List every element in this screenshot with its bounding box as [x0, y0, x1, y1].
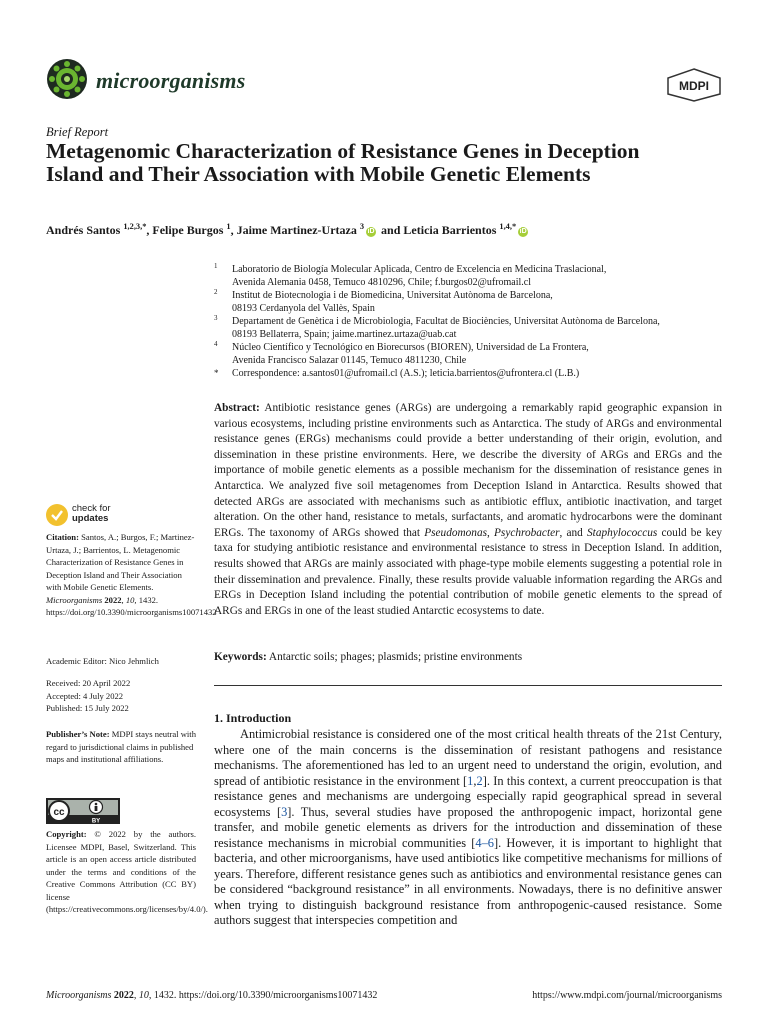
- italic-text: 10: [125, 594, 135, 605]
- footer-journal-url[interactable]: https://www.mdpi.com/journal/microorganisms: [532, 990, 722, 1001]
- text-run: Santos, A.; Burgos, F.; Martinez-Urtaza, J.; Barrientos, L. Metagenomic Characterization of Resistance Genes in Deception Island and Their Association with Mobile Genetic Elements.: [46, 532, 195, 592]
- affiliation-number: 4: [214, 340, 218, 348]
- article-title: Metagenomic Characterization of Resistance Genes in Deception Island and Their Association with Mobile Genetic Elements: [46, 139, 640, 186]
- author-conjunction: and: [381, 223, 401, 237]
- text-run: Antibiotic resistance genes (ARGs) are undergoing a remarkably rapid geographic expansion in various ecosystems, including pristine environments such as Antarctica. The study of ARGs and environmental resistance genes (ERGs) mechanisms could provide a better understanding of their origin, evolution, and dissemination in these pristine environments. Here, we describe the diversity of ARGs and ERGs and the importance of mobile genetic elements as a possible mechanism for the dissemination of resistance genes in Antarctica. We analyzed five soil metagenomes from Deception Island in Antarctica. Results showed that detected ARGs are associated with mechanisms such as antibiotic efflux, antibiotic inactivation, and target alteration. On the other hand, resistance to metals, surfactants, and aromatic hydrocarbons were the dominant ERGs. The taxonomy of ARGs showed that: [214, 402, 722, 539]
- citation-label: Citation:: [46, 532, 79, 542]
- affiliation-line: Institut de Biotecnologia i de Biomedicina, Universitat Autònoma de Barcelona,: [232, 290, 553, 301]
- section-heading: 1. Introduction: [214, 711, 292, 725]
- text-run: , and: [559, 526, 588, 539]
- author-separator: ,: [146, 223, 150, 237]
- affiliation-line: 08193 Bellaterra, Spain; jaime.martinez.urtaza@uab.cat: [232, 329, 457, 340]
- journal-name: microorganisms: [96, 68, 246, 93]
- footer-volume: 10: [138, 990, 149, 1001]
- correspondence: [214, 367, 734, 380]
- reference-link[interactable]: 2: [476, 773, 483, 788]
- publication-dates: [46, 677, 196, 715]
- academic-editor: Academic Editor: Nico Jehmlich: [46, 656, 159, 666]
- correspondence-line[interactable]: Correspondence: a.santos01@ufromail.cl (A.S.); leticia.barrientos@ufrontera.cl (L.B.): [232, 368, 580, 379]
- italic-text: Microorganisms: [46, 594, 103, 605]
- affiliation-line: Laboratorio de Biología Molecular Aplicada, Centro de Excelencia en Medicina Traslacional,: [232, 264, 607, 275]
- date-published: Published: 15 July 2022: [46, 703, 129, 713]
- author-list: [46, 222, 530, 238]
- author-affil-ref: 1,2,3,*: [123, 222, 147, 231]
- footer-year: 2022: [113, 990, 134, 1001]
- author-affil-ref: 1,4,*: [499, 222, 517, 231]
- reference-link[interactable]: 1: [467, 773, 474, 788]
- text-run: , 1432. https://doi.org/10.3390/microorganisms10071432: [46, 594, 217, 617]
- text-run: ]. In this context, a current preoccupation is that resistance genes and mechanisms are undergoing especially rapid geographical spread in several ecosystems [: [214, 773, 722, 819]
- text-run: ,: [487, 526, 495, 539]
- text-run: could be key taxa for studying antibiotic resistance and environmental resistance to stress in Deception Island. In addition, results showed that ARGs are mainly associated with phage-type mobile elements suggesting a potential role in their dissemination and prevalence. Finally, these results provide valuable information regarding the ARGs and ERGs in Deception Island including the potential contribution of mobile genetic elements to the spread of ARGs and ERGs in one of the least studied Antarctic ecosystems to date.: [214, 526, 722, 617]
- affiliation-line: Núcleo Científico y Tecnológico en Biorecursos (BIOREN), Universidad de La Frontera,: [232, 342, 589, 353]
- affiliation-number: 1: [214, 262, 218, 270]
- introduction-body: [214, 727, 722, 929]
- affiliation-line: Departament de Genètica i de Microbiologia, Facultat de Biociències, Universitat Autònoma de Barcelona,: [232, 316, 660, 327]
- affiliation-line: Avenida Francisco Salazar 01145, Temuco 4811230, Chile: [232, 355, 467, 366]
- abstract-label: Abstract:: [214, 402, 260, 414]
- paragraph: [214, 727, 722, 929]
- affiliation-item: [214, 341, 734, 367]
- mdpi-logo-text: MDPI: [679, 79, 709, 93]
- orcid-icon[interactable]: iD: [519, 228, 527, 235]
- author-name[interactable]: Andrés Santos: [46, 223, 121, 237]
- text-run: ]. Thus, several studies have proposed the anthropogenic impact, horizontal gene transfer, and mobile genetic elements as drivers for the introduction and dissemination of these resistance mechanisms in microbial communities [: [214, 804, 722, 850]
- keywords-text: Antarctic soils; phages; plasmids; pristine environments: [266, 651, 523, 663]
- text-run: Antimicrobial resistance is considered one of the most critical health threats of the 21st Century, where one of the main concerns is the dissemination of resistant pathogens and resistance mechanisms. The aforementioned has led to an urgent need to understand the origin, evolution, and spread of antibiotic resistance in the environment [: [214, 727, 722, 788]
- reference-link[interactable]: 4–6: [475, 835, 494, 850]
- check-updates-label: [72, 504, 111, 524]
- affiliations: [214, 263, 734, 380]
- abstract-text: [214, 402, 722, 617]
- affiliation-item: [214, 289, 734, 315]
- publisher-note-label: Publisher’s Note:: [46, 729, 110, 739]
- affiliation-number: 3: [214, 314, 218, 322]
- footer-doi[interactable]: , 1432. https://doi.org/10.3390/microorganisms10071432: [148, 990, 378, 1001]
- article-type: Brief Report: [46, 125, 109, 139]
- divider: [214, 685, 722, 686]
- keywords: [214, 651, 722, 663]
- check-for-updates-button[interactable]: [46, 504, 156, 528]
- footer-citation: Microorganisms 2022, 10, 1432. https://doi.org/10.3390/microorganisms10071432: [46, 990, 378, 1001]
- keywords-label: Keywords:: [214, 651, 267, 663]
- date-accepted: Accepted: 4 July 2022: [46, 690, 124, 701]
- svg-text:cc: cc: [53, 807, 65, 818]
- check-updates-line: check for: [72, 503, 111, 514]
- author-affil-ref: 1: [226, 222, 231, 231]
- publisher-note: [46, 728, 196, 766]
- text-run: ,: [473, 773, 477, 788]
- text-run: ]. However, it is important to highlight that bacteria, and other microorganisms, have used antibiotics like competitive mechanisms for millions of years. Therefore, different resistance genes such as antibiotics and environmental resistance genes can be considered “background resistance” in all environments. Nowadays, there is no definitive answer when trying to distinguish background resistance from anthropogenic-caused resistance. Some authors suggest that interspecies competition and: [214, 835, 722, 927]
- affiliation-item: [214, 315, 734, 341]
- affiliation-number: 2: [214, 288, 218, 296]
- italic-text: Psychrobacter: [494, 526, 560, 539]
- cc-label: BY: [91, 818, 101, 824]
- author-name[interactable]: Jaime Martinez-Urtaza: [236, 223, 357, 237]
- publisher-note-text: MDPI stays neutral with regard to jurisdictional claims in published maps and institutional affiliations.: [46, 729, 196, 764]
- affiliation-line: Avenida Alemania 0458, Temuco 4810296, Chile; f.burgos02@ufromail.cl: [232, 277, 532, 288]
- author-affil-ref: 3: [359, 222, 365, 231]
- abstract: [214, 401, 722, 619]
- text-run: 2022: [104, 594, 122, 605]
- italic-text: Staphylococcus: [587, 526, 658, 539]
- citation-text: [46, 532, 217, 617]
- footer-journal: Microorganisms: [46, 990, 112, 1001]
- mdpi-logo-icon[interactable]: [666, 68, 722, 102]
- copyright-text: © 2022 by the authors. Licensee MDPI, Basel, Switzerland. This article is an open access article distributed under the terms and conditions of the Creative Commons Attribution (CC BY) license (https://creativecommons.org/licenses/by/4.0/).: [46, 829, 208, 914]
- author-separator: ,: [230, 223, 234, 237]
- check-updates-icon: [46, 504, 68, 526]
- citation: [46, 531, 217, 619]
- affiliation-line: 08193 Cerdanyola del Vallès, Spain: [232, 303, 375, 314]
- cc-by-license-icon[interactable]: [46, 798, 120, 824]
- reference-link[interactable]: 3: [281, 804, 288, 819]
- check-updates-line: updates: [72, 513, 109, 524]
- italic-text: Pseudomonas: [424, 526, 487, 539]
- journal-logo-icon: [46, 58, 88, 100]
- text-run: ,: [121, 594, 126, 605]
- copyright-label: Copyright:: [46, 829, 87, 839]
- author-name[interactable]: Leticia Barrientos: [403, 223, 497, 237]
- copyright: [46, 828, 208, 916]
- date-received: Received: 20 April 2022: [46, 678, 131, 688]
- author-name[interactable]: Felipe Burgos: [152, 223, 224, 237]
- orcid-icon[interactable]: iD: [367, 228, 375, 235]
- affiliation-item: [214, 263, 734, 289]
- affiliation-number: *: [214, 368, 219, 378]
